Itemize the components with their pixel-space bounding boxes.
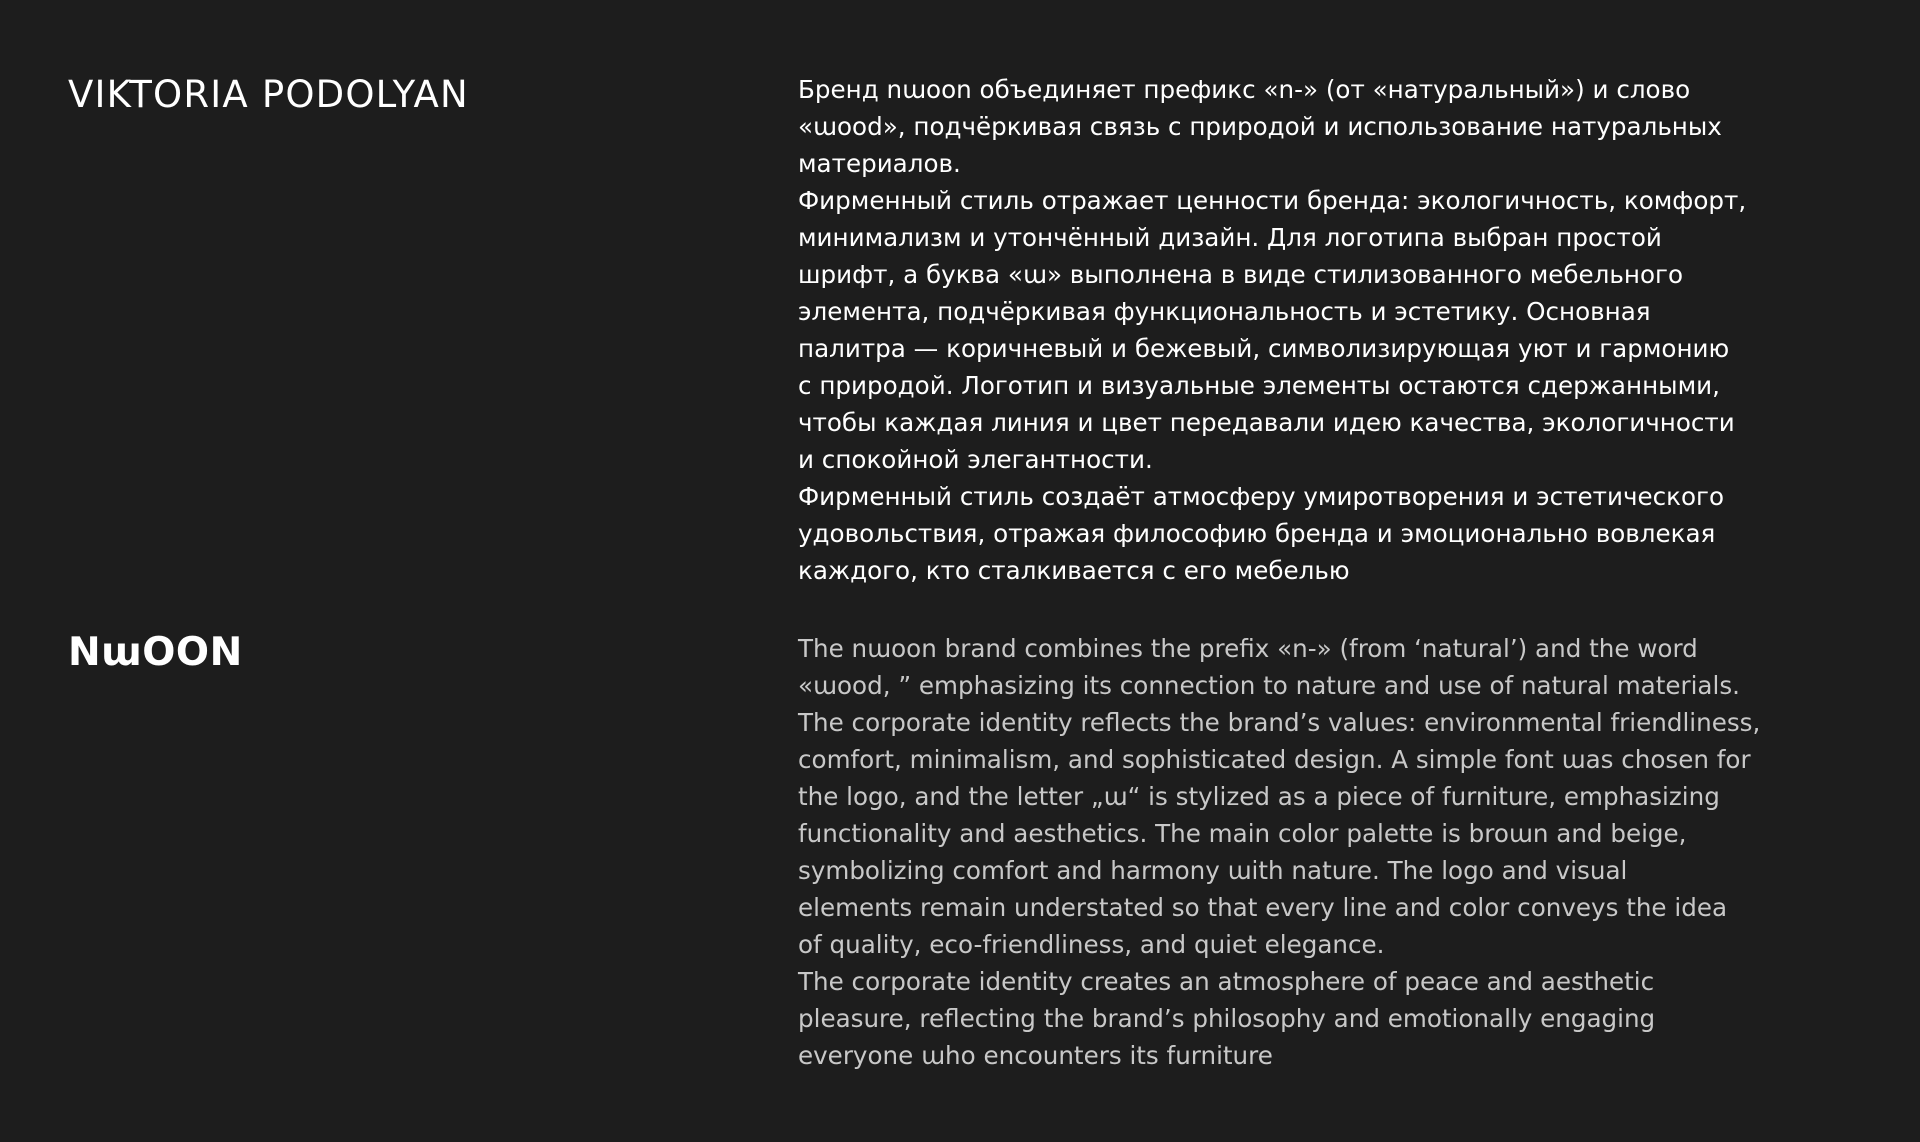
text-line: Фирменный стиль отражает ценности бренда: экологичность, комфорт, (798, 186, 1747, 215)
text-line: палитра — коричневый и бежевый, символизирующая уют и гармонию (798, 334, 1730, 363)
description-english (798, 630, 1890, 1074)
text-line: of quality, eco-friendliness, and quiet elegance. (798, 930, 1385, 959)
text-line: everyone ɯho encounters its furniture (798, 1041, 1273, 1070)
brand-logo: NɯOON (68, 630, 243, 675)
text-line: «ɯood», подчёркивая связь с природой и использование натуральных (798, 112, 1722, 141)
text-line: symbolizing comfort and harmony ɯith nature. The logo and visual (798, 856, 1628, 885)
text-line: the logo, and the letter „ɯ“ is stylized as a piece of furniture, emphasizing (798, 782, 1720, 811)
text-line: Фирменный стиль создаёт атмосферу умиротворения и эстетического (798, 482, 1725, 511)
text-line: The corporate identity reflects the brand’s values: environmental friendliness, (798, 708, 1761, 737)
text-line: шрифт, а буква «ɯ» выполнена в виде стилизованного мебельного (798, 260, 1683, 289)
text-line: functionality and aesthetics. The main color palette is broɯn and beige, (798, 819, 1687, 848)
text-line: с природой. Логотип и визуальные элементы остаются сдержанными, (798, 371, 1720, 400)
text-line: The nɯoon brand combines the prefix «n-» (from ‘natural’) and the word (798, 634, 1698, 663)
text-line: чтобы каждая линия и цвет передавали идею качества, экологичности (798, 408, 1735, 437)
text-line: каждого, кто сталкивается с его мебелью (798, 556, 1350, 585)
text-line: «ɯood, ” emphasizing its connection to nature and use of natural materials. (798, 671, 1740, 700)
text-line: comfort, minimalism, and sophisticated design. A simple font ɯas chosen for (798, 745, 1751, 774)
text-line: elements remain understated so that every line and color conveys the idea (798, 893, 1728, 922)
description-russian (798, 71, 1890, 589)
text-line: и спокойной элегантности. (798, 445, 1153, 474)
text-line: элемента, подчёркивая функциональность и эстетику. Основная (798, 297, 1651, 326)
text-line: удовольствия, отражая философию бренда и эмоционально вовлекая (798, 519, 1716, 548)
text-line: минимализм и утончённый дизайн. Для логотипа выбран простой (798, 223, 1662, 252)
text-line: материалов. (798, 149, 961, 178)
text-line: pleasure, reflecting the brand’s philosophy and emotionally engaging (798, 1004, 1656, 1033)
text-line: Бренд nɯoon объединяет префикс «n-» (от «натуральный») и слово (798, 75, 1691, 104)
author-name: VIKTORIA PODOLYAN (68, 73, 469, 116)
text-line: The corporate identity creates an atmosphere of peace and aesthetic (798, 967, 1655, 996)
